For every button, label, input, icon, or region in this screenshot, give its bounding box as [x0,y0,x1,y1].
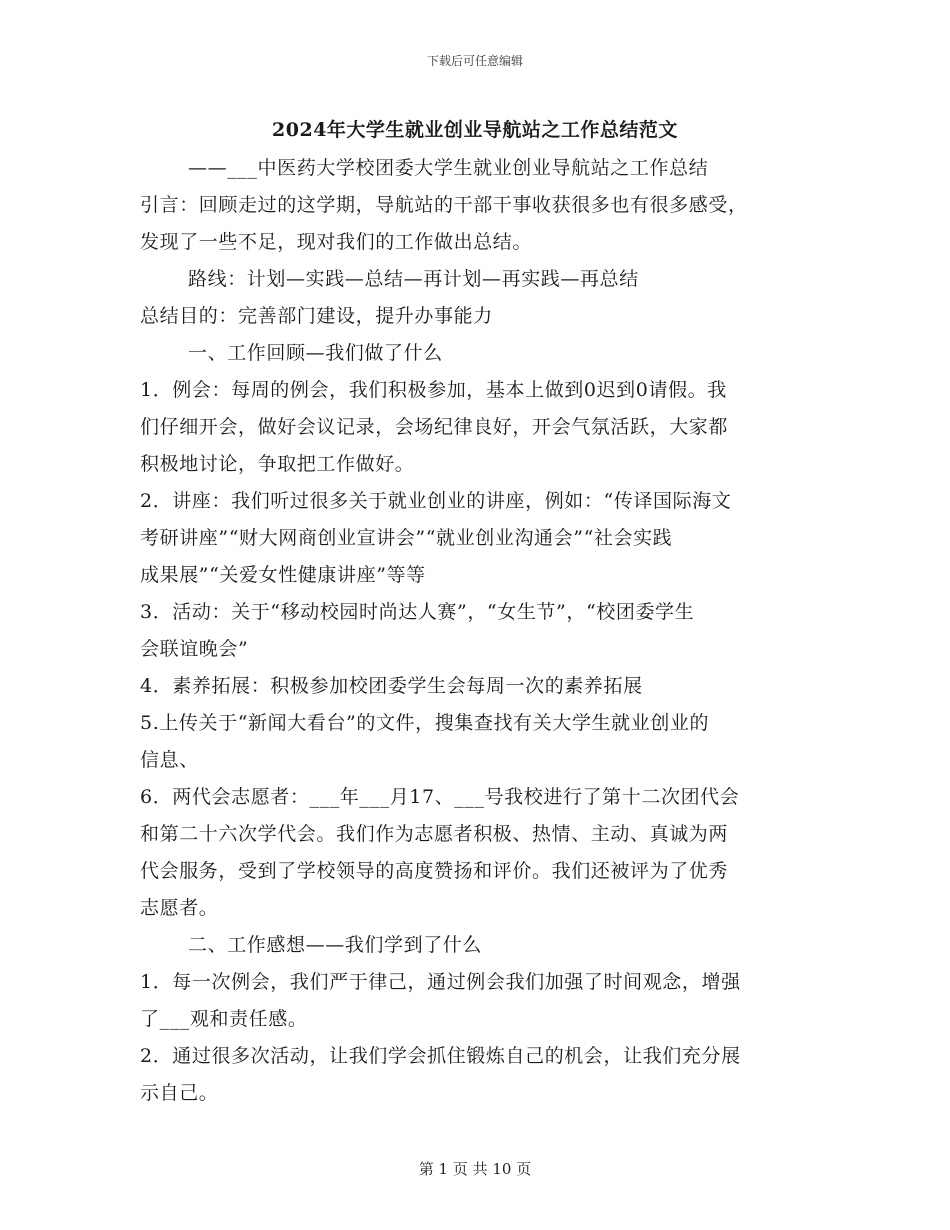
paragraph-line: 5.上传关于“新闻大看台”的文件，搜集查找有关大学生就业创业的 [140,712,710,734]
paragraph-line: 成果展”“关爱女性健康讲座”等等 [140,564,426,586]
paragraph-line: 会联谊晚会” [140,638,249,660]
paragraph-line: 3．活动：关于“移动校园时尚达人赛”，“女生节”，“校团委学生 [140,601,695,623]
paragraph-line: 引言：回顾走过的这学期，导航站的干部干事收获很多也有很多感受， [140,194,748,216]
section-heading-2: 二、工作感想——我们学到了什么 [188,934,483,956]
paragraph-line: 和第二十六次学代会。我们作为志愿者积极、热情、主动、真诚为两 [140,823,729,845]
paragraph-line: 了___观和责任感。 [140,1008,308,1030]
paragraph-line: 6．两代会志愿者：___年___月17、___号我校进行了第十二次团代会 [140,786,740,808]
paragraph-line: 示自己。 [140,1082,219,1104]
paragraph-line: 发现了一些不足，现对我们的工作做出总结。 [140,231,533,253]
paragraph-line: 信息、 [140,749,199,771]
section-heading-1: 一、工作回顾—我们做了什么 [188,342,443,364]
subtitle-line: ——___中医药大学校团委大学生就业创业导航站之工作总结 [188,157,709,179]
page-number: 第 1 页 共 10 页 [418,1160,532,1178]
paragraph-line: 考研讲座”“财大网商创业宣讲会”“就业创业沟通会”“社会实践 [140,527,673,549]
paragraph-line: 1．每一次例会，我们严于律己，通过例会我们加强了时间观念，增强 [140,971,741,993]
paragraph-line: 们仔细开会，做好会议记录，会场纪律良好，开会气氛活跃，大家都 [140,416,729,438]
document-title: 2024年大学生就业创业导航站之工作总结范文 [272,119,678,141]
document-body [140,150,810,1112]
header-note: 下载后可任意编辑 [426,54,523,68]
paragraph-line: 志愿者。 [140,897,219,919]
route-line: 路线：计划—实践—总结—再计划—再实践—再总结 [188,268,639,290]
paragraph-line: 2．讲座：我们听过很多关于就业创业的讲座，例如：“传译国际海文 [140,490,732,512]
paragraph-line: 积极地讨论，争取把工作做好。 [140,453,415,475]
paragraph-line: 4．素养拓展：积极参加校团委学生会每周一次的素养拓展 [140,675,643,697]
paragraph-line: 1．例会：每周的例会，我们积极参加，基本上做到0迟到0请假。我 [140,379,727,401]
paragraph-line: 2．通过很多次活动，让我们学会抓住锻炼自己的机会，让我们充分展 [140,1045,741,1067]
purpose-line: 总结目的：完善部门建设，提升办事能力 [140,305,493,327]
paragraph-line: 代会服务，受到了学校领导的高度赞扬和评价。我们还被评为了优秀 [140,860,729,882]
